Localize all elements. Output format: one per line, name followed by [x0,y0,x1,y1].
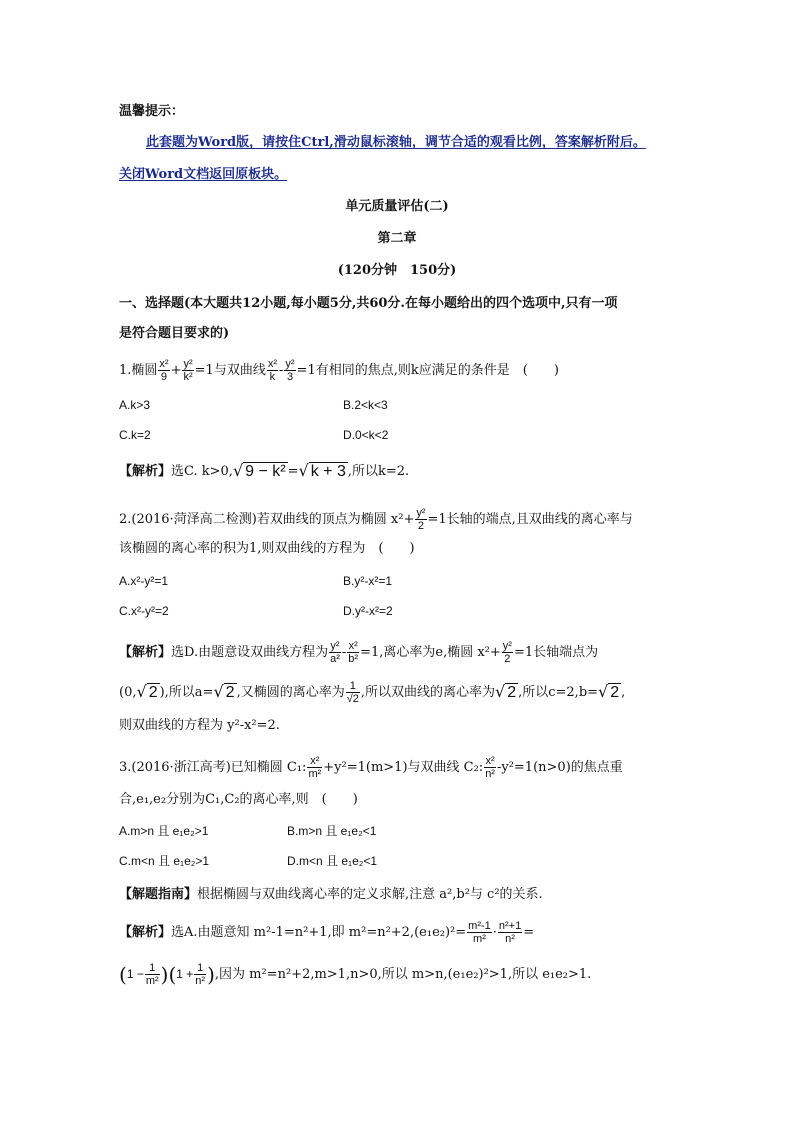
fraction: $\frac{1}{√2}$ [346,680,359,705]
q3-option-a[interactable]: A.m>n 且 e₁e₂>1 [119,824,209,838]
radical: √ 2 [213,682,235,701]
fraction: $\frac{\text{y²}}{2}$ [502,640,512,665]
fraction: $\frac{1}{\text{n²}}$ [195,962,206,987]
fraction: $\frac{\text{y²}}{2}$ [416,507,426,532]
fraction: $\frac{\text{m²-1}}{\text{m²}}$ [468,920,491,945]
q3-solution-line1: 【解析】选A.由题意知 m²-1=n²+1,即 m²=n²+2,(e₁e₂)²= $\frac{\text{m²-1}}{\text{m²}}$ · $\frac{\text{n²+1}}{\text{n²}}$ = [119,920,535,945]
section-heading-line1: 一、选择题(本大题共12小题,每小题5分,共60分.在每小题给出的四个选项中,只有一项 [119,296,618,311]
radical: √ 9 − k² [232,461,286,480]
question-1: 1.椭圆 $\frac{\text{x²}}{9}$ + $\frac{\text{y²}}{\text{k²}}$ =1与双曲线 $\frac{\text{x²}}{k}$ - $\frac{\text{y²}}{3}$ =1有相同的焦点,则k应满足的条件是 ( ) [119,358,559,383]
q2-option-a[interactable]: A.x²-y²=1 [119,574,169,588]
question-2-line1: 2.(2016·菏泽高二检测)若双曲线的顶点为椭圆 x²+ $\frac{\text{y²}}{2}$ =1长轴的端点,且双曲线的离心率与 [119,507,633,532]
q3-guide: 【解题指南】根据椭圆与双曲线离心率的定义求解,注意 a²,b²与 c²的关系. [119,887,543,902]
tip-notice-line1[interactable]: 此套题为Word版，请按住Ctrl,滑动鼠标滚轴，调节合适的观看比例，答案解析附后。 [146,135,646,150]
question-3-line1: 3.(2016·浙江高考)已知椭圆 C₁: $\frac{\text{x²}}{\text{m²}}$ +y²=1(m>1)与双曲线 C₂: $\frac{\text{x²}}{\text{n²}}$ -y²=1(n>0)的焦点重 [119,755,623,780]
fraction: $\frac{\text{y²}}{3}$ [285,358,295,383]
radical: √ 2 [598,682,620,701]
fraction: $\frac{\text{x²}}{k}$ [267,358,278,383]
q2-option-b[interactable]: B.y²-x²=1 [343,574,393,588]
q2-solution-line2: (0,√ 2 ),所以a=√ 2 ,又椭圆的离心率为 $\frac{1}{√2}$ ,所以双曲线的离心率为√ 2 ,所以c=2,b=√ 2 , [119,680,626,705]
fraction: $\frac{\text{y²}}{\text{k²}}$ [183,358,193,383]
fraction: $\frac{\text{y²}}{\text{a²}}$ [330,640,340,665]
doc-title: 单元质量评估(二) [345,199,449,214]
question-2-line2: 该椭圆的离心率的积为1,则双曲线的方程为 ( ) [119,541,415,556]
q3-option-b[interactable]: B.m>n 且 e₁e₂<1 [287,824,377,838]
q2-option-c[interactable]: C.x²-y²=2 [119,604,169,618]
q3-solution-line2: (1 − $\frac{1}{\text{m²}}$ )(1 + $\frac{1}{\text{n²}}$ ),因为 m²=n²+2,m>1,n>0,所以 m>n,(e₁e₂)²>1,所以 e₁e₂>1. [119,962,592,987]
question-3-line2: 合,e₁,e₂分别为C₁,C₂的离心率,则 ( ) [119,792,358,807]
q2-option-d[interactable]: D.y²-x²=2 [343,604,393,618]
q3-option-c[interactable]: C.m<n 且 e₁e₂>1 [119,854,210,868]
chapter-title: 第二章 [377,231,417,246]
q3-option-d[interactable]: D.m<n 且 e₁e₂<1 [287,854,378,868]
fraction: $\frac{\text{x²}}{\text{b²}}$ [348,640,359,665]
q2-solution-line3: 则双曲线的方程为 y²-x²=2. [119,718,280,733]
fraction: $\frac{\text{x²}}{9}$ [159,358,169,383]
q1-option-c[interactable]: C.k=2 [119,428,151,442]
radical: √ k + 3 [298,461,346,480]
section-heading-line2: 是符合题目要求的) [119,326,230,341]
q1-option-a[interactable]: A.k>3 [119,398,151,412]
q1-solution: 【解析】选C. k>0,√ 9 − k² =√ k + 3 ,所以k=2. [119,461,410,480]
q1-option-b[interactable]: B.2<k<3 [343,398,388,412]
time-score: (120分钟 150分) [337,263,457,278]
radical: √ 2 [495,682,517,701]
fraction: $\frac{\text{x²}}{\text{n²}}$ [485,755,495,780]
radical: √ 2 [136,682,158,701]
q1-option-d[interactable]: D.0<k<2 [343,428,389,442]
tip-notice-line2[interactable]: 关闭Word文档返回原板块。 [119,167,288,182]
tip-title: 温馨提示： [119,104,185,119]
fraction: $\frac{1}{\text{m²}}$ [145,962,159,987]
fraction: $\frac{\text{n²+1}}{\text{n²}}$ [498,920,522,945]
fraction: $\frac{\text{x²}}{\text{m²}}$ [308,755,322,780]
q2-solution-line1: 【解析】选D.由题意设双曲线方程为 $\frac{\text{y²}}{\text{a²}}$ - $\frac{\text{x²}}{\text{b²}}$ =1,离心率为e,椭圆 x²+ $\frac{\text{y²}}{2}$ =1长轴端点为 [119,640,599,665]
